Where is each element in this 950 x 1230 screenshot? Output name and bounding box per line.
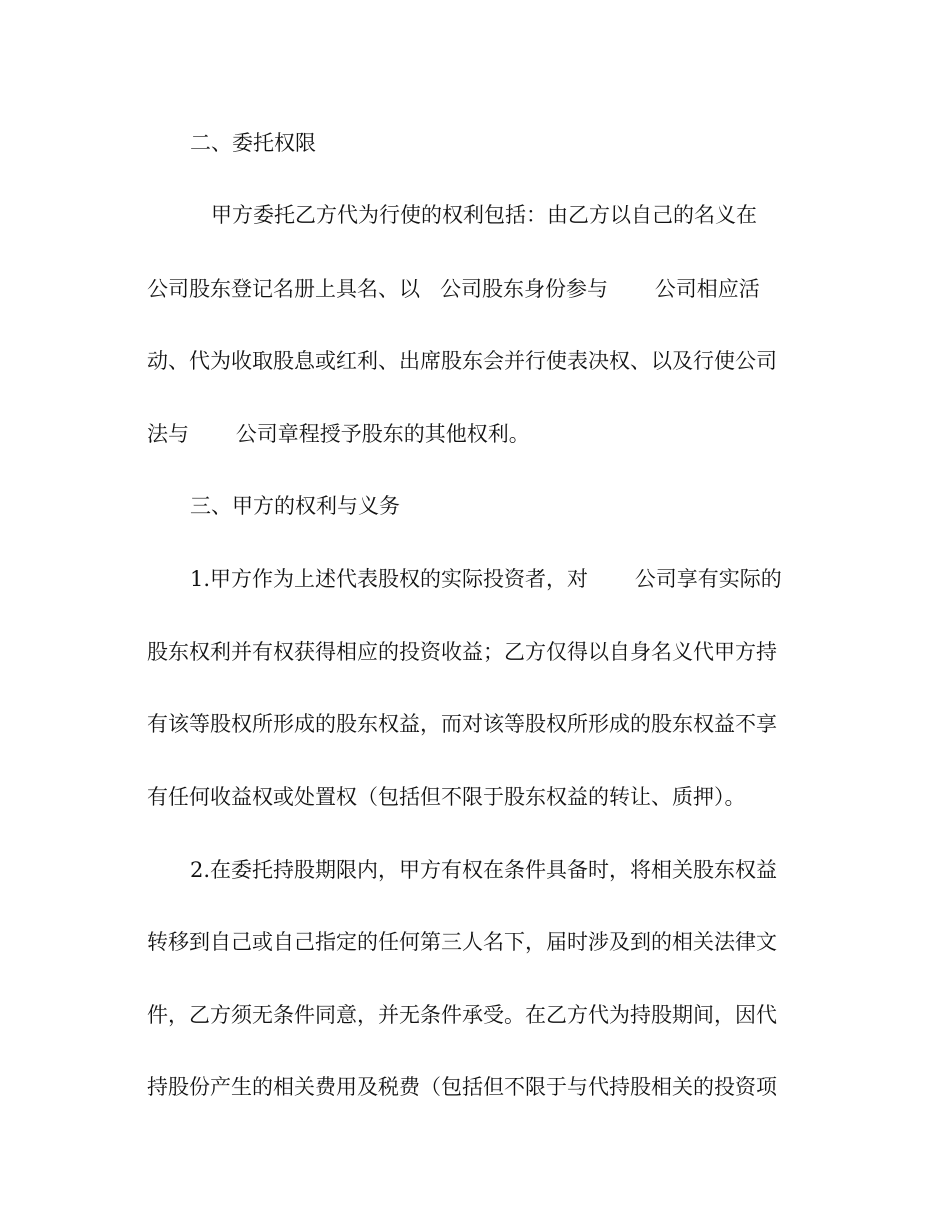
paragraph-line: 有任何收益权或处置权（包括但不限于股东权益的转让、质押）。 — [147, 785, 746, 809]
paragraph-line: 1.甲方作为上述代表股权的实际投资者，对 公司享有实际的 — [190, 567, 782, 591]
paragraph-line: 件，乙方须无条件同意，并无条件承受。在乙方代为持股期间，因代 — [147, 1003, 777, 1027]
paragraph-line: 股东权利并有权获得相应的投资收益；乙方仅得以自身名义代甲方持 — [147, 640, 777, 664]
section-heading-rights-obligations: 三、甲方的权利与义务 — [190, 494, 400, 518]
paragraph-line: 公司股东登记名册上具名、以 公司股东身份参与 公司相应活 — [147, 277, 760, 301]
paragraph-line: 有该等股权所形成的股东权益，而对该等股权所形成的股东权益不享 — [147, 712, 777, 736]
paragraph-line: 转移到自己或自己指定的任何第三人名下，届时涉及到的相关法律文 — [147, 930, 777, 954]
paragraph-line: 动、代为收取股息或红利、出席股东会并行使表决权、以及行使公司 — [147, 349, 777, 373]
paragraph-line: 持股份产生的相关费用及税费（包括但不限于与代持股相关的投资项 — [147, 1075, 777, 1099]
section-heading-delegation-scope: 二、委托权限 — [190, 131, 316, 155]
paragraph-line: 法与 公司章程授予股东的其他权利。 — [147, 422, 530, 446]
paragraph-line: 2.在委托持股期限内，甲方有权在条件具备时，将相关股东权益 — [190, 858, 778, 882]
paragraph-line: 甲方委托乙方代为行使的权利包括：由乙方以自己的名义在 — [211, 203, 757, 227]
